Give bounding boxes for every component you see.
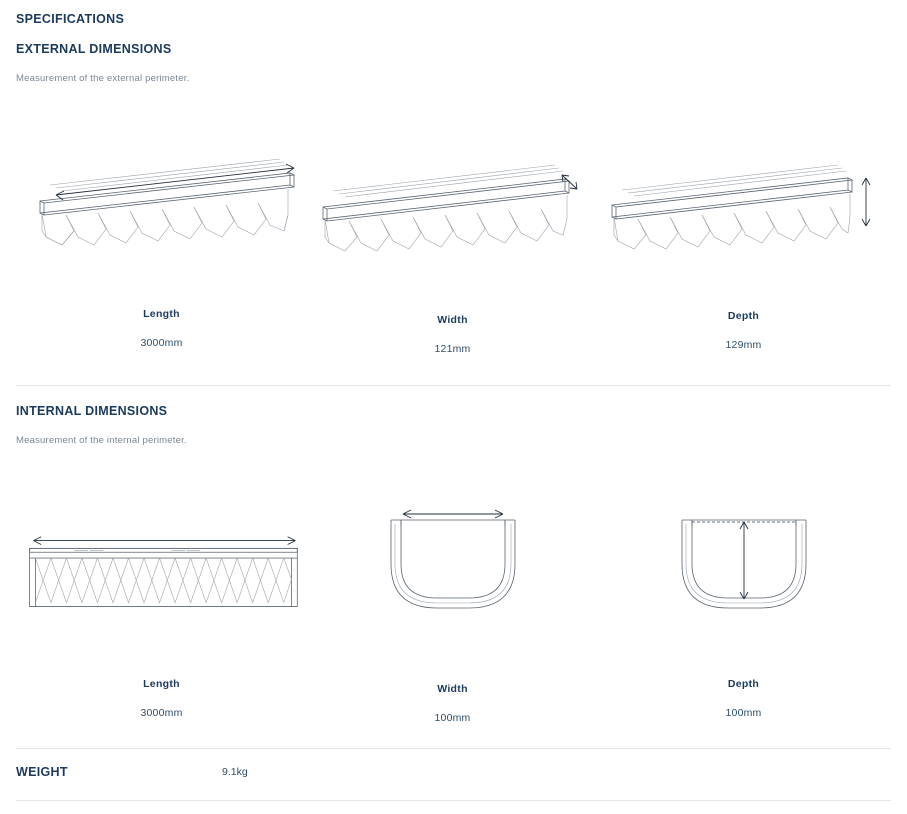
- channel-cross-section-width-icon: [307, 500, 598, 620]
- external-dimensions-note: Measurement of the external perimeter.: [16, 73, 190, 84]
- weight-label: WEIGHT: [16, 765, 68, 779]
- external-length-column: [16, 140, 307, 355]
- channel-isometric-length-icon: [16, 140, 307, 260]
- external-width-value: 121mm: [434, 343, 471, 355]
- weight-divider: [16, 748, 891, 749]
- internal-dimensions-note: Measurement of the internal perimeter.: [16, 435, 187, 446]
- internal-dimensions-heading: INTERNAL DIMENSIONS: [16, 404, 168, 418]
- channel-isometric-width-icon: [307, 140, 598, 260]
- channel-side-elevation-length-icon: [16, 500, 307, 620]
- external-depth-value: 129mm: [725, 339, 762, 351]
- internal-width-value: 100mm: [434, 712, 471, 724]
- internal-length-column: [16, 500, 307, 724]
- channel-isometric-depth-icon: [598, 140, 889, 260]
- external-dimensions-heading: EXTERNAL DIMENSIONS: [16, 42, 172, 56]
- external-length-value: 3000mm: [140, 337, 183, 349]
- internal-length-label: Length: [143, 678, 180, 690]
- external-width-label: Width: [437, 314, 468, 326]
- internal-depth-value: 100mm: [725, 707, 762, 719]
- channel-cross-section-depth-column: [598, 500, 889, 724]
- external-dimensions-grid: [16, 140, 891, 355]
- channel-cross-section-depth-icon: [598, 500, 889, 620]
- internal-length-value: 3000mm: [140, 707, 183, 719]
- external-length-label: Length: [143, 308, 180, 320]
- external-depth-label: Depth: [727, 310, 760, 322]
- internal-dimensions-grid: [16, 500, 891, 724]
- internal-width-label: Width: [437, 683, 468, 695]
- channel-cross-section-width-column: [307, 500, 598, 724]
- internal-depth-label: Depth: [727, 678, 760, 690]
- external-depth-column: [598, 140, 889, 355]
- page-title: SPECIFICATIONS: [16, 12, 125, 26]
- external-width-column: [307, 140, 598, 355]
- section-divider: [16, 385, 891, 386]
- weight-value: 9.1kg: [222, 766, 248, 778]
- bottom-divider: [16, 800, 891, 801]
